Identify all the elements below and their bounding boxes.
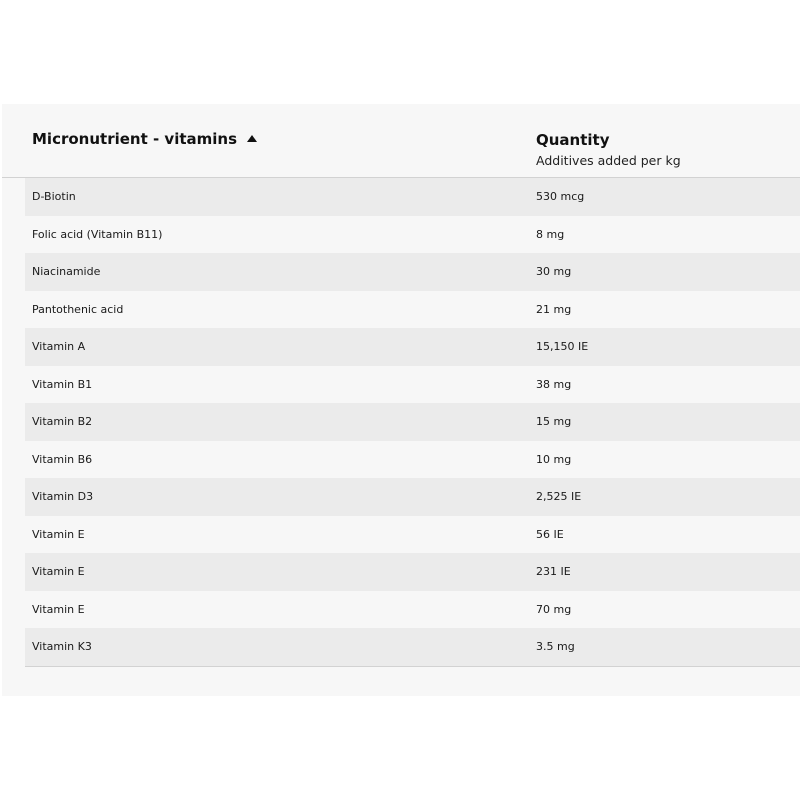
table-row (25, 478, 800, 516)
micronutrient-name-cell: Vitamin B2 (32, 415, 93, 428)
quantity-cell: 10 mg (536, 452, 572, 466)
table-row (25, 403, 800, 441)
column-header-micronutrient[interactable] (32, 130, 257, 148)
quantity-cell: 530 mcg (536, 190, 585, 203)
table-row (25, 178, 800, 216)
table-row (25, 328, 800, 366)
table-row (25, 591, 800, 629)
micronutrient-name-cell: Niacinamide (32, 265, 101, 278)
quantity-cell: 15,150 IE (536, 340, 589, 353)
table-body (25, 178, 800, 667)
table-row (25, 253, 800, 291)
micronutrient-name-cell: Vitamin B6 (32, 452, 93, 466)
micronutrient-name-cell: Vitamin K3 (32, 640, 92, 653)
column-header-label: Micronutrient - vitamins (32, 130, 238, 148)
micronutrient-name-cell: Vitamin B1 (32, 377, 93, 391)
micronutrient-name-cell: Vitamin E (32, 527, 85, 541)
micronutrient-name-cell: Pantothenic acid (32, 302, 124, 316)
column-header-quantity-subtitle: Additives added per kg (536, 153, 681, 168)
table-row (25, 441, 800, 479)
table-row (25, 553, 800, 591)
quantity-cell: 2,525 IE (536, 490, 582, 503)
quantity-cell: 231 IE (536, 565, 571, 578)
quantity-cell: 21 mg (536, 302, 572, 316)
table-row (25, 516, 800, 554)
quantity-cell: 3.5 mg (536, 640, 575, 653)
table-row (25, 628, 800, 667)
micronutrient-name-cell: Vitamin E (32, 602, 85, 616)
sort-ascending-icon[interactable] (247, 135, 257, 142)
quantity-cell: 30 mg (536, 265, 572, 278)
micronutrient-name-cell: Vitamin E (32, 565, 85, 578)
quantity-cell: 70 mg (536, 602, 572, 616)
table-row (25, 366, 800, 404)
micronutrient-name-cell: Folic acid (Vitamin B11) (32, 227, 163, 241)
table-row (25, 216, 800, 254)
table-row (25, 291, 800, 329)
micronutrient-name-cell: D-Biotin (32, 190, 76, 203)
vitamins-table (2, 104, 800, 696)
table-header (2, 104, 800, 178)
micronutrient-name-cell: Vitamin A (32, 340, 86, 353)
quantity-cell: 15 mg (536, 415, 572, 428)
quantity-cell: 38 mg (536, 377, 572, 391)
quantity-cell: 8 mg (536, 227, 565, 241)
column-header-quantity: Quantity (536, 131, 610, 149)
quantity-cell: 56 IE (536, 527, 564, 541)
micronutrient-name-cell: Vitamin D3 (32, 490, 94, 503)
